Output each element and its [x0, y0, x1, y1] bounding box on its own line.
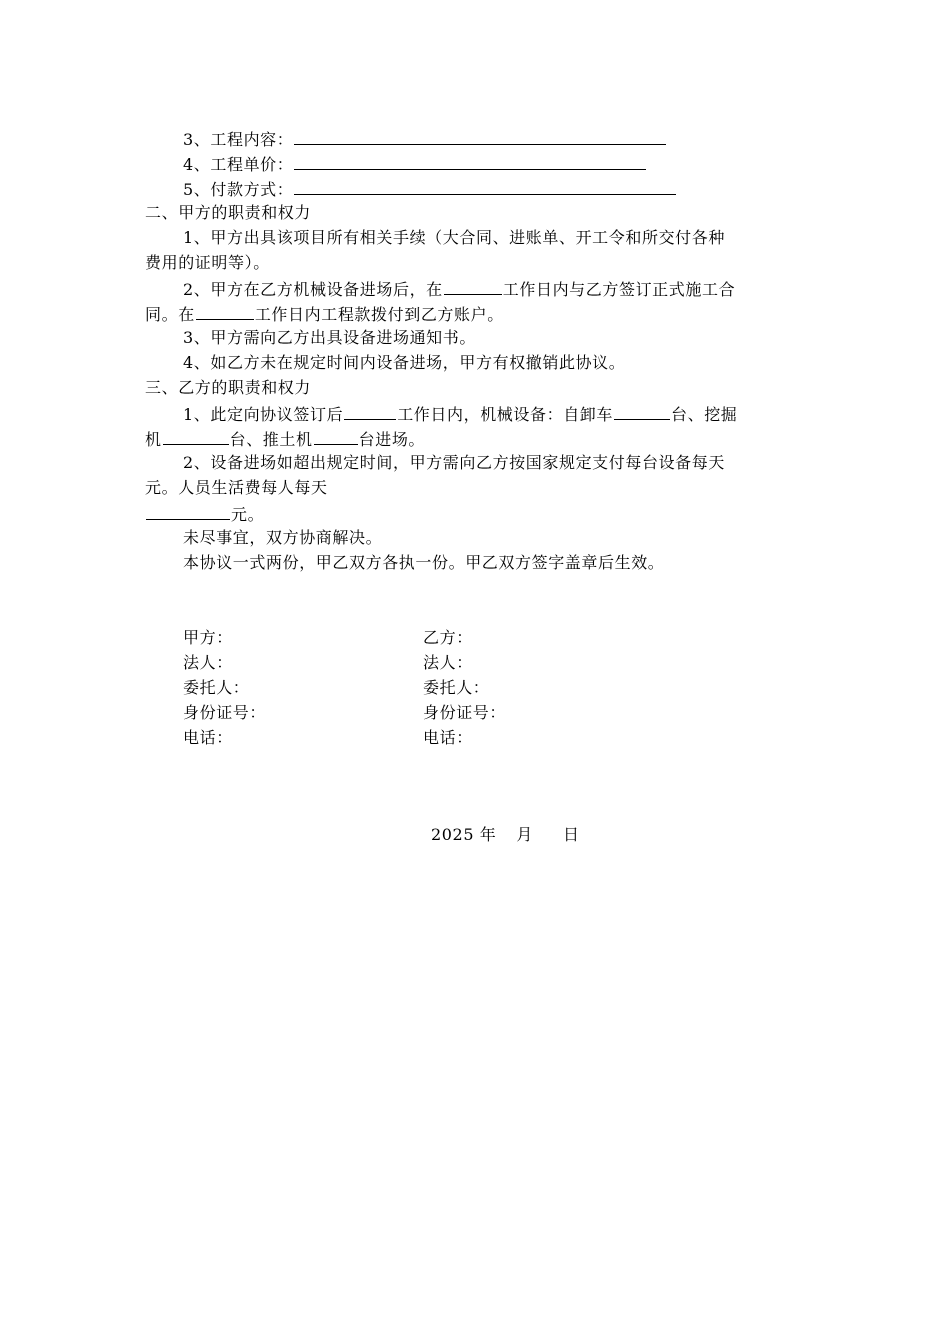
paragraph-line: 本协议一式两份，甲乙双方各执一份。甲乙双方签字盖章后生效。 — [183, 553, 665, 572]
paragraph-line — [145, 503, 264, 523]
date-year: 2025 年 — [431, 825, 497, 844]
date-day: 日 — [563, 825, 580, 844]
text-segment: 工作日内工程款拨付到乙方账户。 — [254, 305, 504, 324]
party-b-agent: 委托人： — [423, 678, 490, 697]
signing-date — [431, 825, 580, 845]
date-month: 月 — [516, 825, 534, 844]
fill-in-blank — [294, 153, 646, 170]
text-segment: 1、此定向协议签订后 — [183, 405, 344, 424]
text-segment: 同。在 — [145, 305, 195, 324]
party-a-legal-rep: 法人： — [183, 653, 233, 672]
text-segment: 元。 — [231, 505, 265, 524]
fill-in-blank — [314, 428, 358, 445]
party-b-label: 乙方： — [423, 628, 473, 647]
item-payment-method — [183, 178, 677, 198]
fill-in-blank — [294, 128, 666, 145]
paragraph-line — [183, 403, 737, 423]
party-b-legal-rep: 法人： — [423, 653, 473, 672]
fill-in-blank — [614, 403, 670, 420]
party-b-id-number: 身份证号： — [423, 703, 507, 722]
party-a-phone: 电话： — [183, 728, 233, 747]
item-unit-price — [183, 153, 647, 173]
fill-in-blank — [294, 178, 676, 195]
text-segment: 工作日内与乙方签订正式施工合 — [502, 280, 736, 299]
fill-in-blank — [444, 278, 502, 295]
party-b-phone: 电话： — [423, 728, 473, 747]
paragraph-line: 元。人员生活费每人每天 — [145, 478, 328, 497]
text-segment: 台、推土机 — [229, 430, 313, 449]
paragraph-line: 3、甲方需向乙方出具设备进场通知书。 — [183, 328, 476, 347]
text-segment: 工作日内，机械设备：自卸车 — [397, 405, 613, 424]
paragraph-line: 未尽事宜，双方协商解决。 — [183, 528, 383, 547]
item-project-content — [183, 128, 667, 148]
paragraph-line — [183, 278, 735, 298]
paragraph-line: 1、甲方出具该项目所有相关手续（大合同、进账单、开工令和所交付各种 — [183, 228, 725, 247]
party-a-agent: 委托人： — [183, 678, 250, 697]
text-segment: 2、甲方在乙方机械设备进场后，在 — [183, 280, 443, 299]
section-heading: 二、甲方的职责和权力 — [145, 203, 312, 222]
paragraph-line: 费用的证明等）。 — [145, 253, 270, 272]
text-segment: 机 — [145, 430, 162, 449]
party-a-label: 甲方： — [183, 628, 233, 647]
paragraph-line: 4、如乙方未在规定时间内设备进场，甲方有权撤销此协议。 — [183, 353, 626, 372]
section-heading: 三、乙方的职责和权力 — [145, 378, 312, 397]
fill-in-blank — [163, 428, 229, 445]
party-a-id-number: 身份证号： — [183, 703, 267, 722]
item-label: 4、工程单价： — [183, 155, 294, 174]
paragraph-line: 2、设备进场如超出规定时间，甲方需向乙方按国家规定支付每台设备每天 — [183, 453, 725, 472]
fill-in-blank — [146, 503, 230, 520]
fill-in-blank — [196, 303, 254, 320]
paragraph-line — [145, 303, 504, 323]
item-label: 3、工程内容： — [183, 130, 294, 149]
fill-in-blank — [344, 403, 396, 420]
paragraph-line — [145, 428, 425, 448]
item-label: 5、付款方式： — [183, 180, 294, 199]
text-segment: 台、挖掘 — [671, 405, 738, 424]
text-segment: 台进场。 — [358, 430, 426, 449]
